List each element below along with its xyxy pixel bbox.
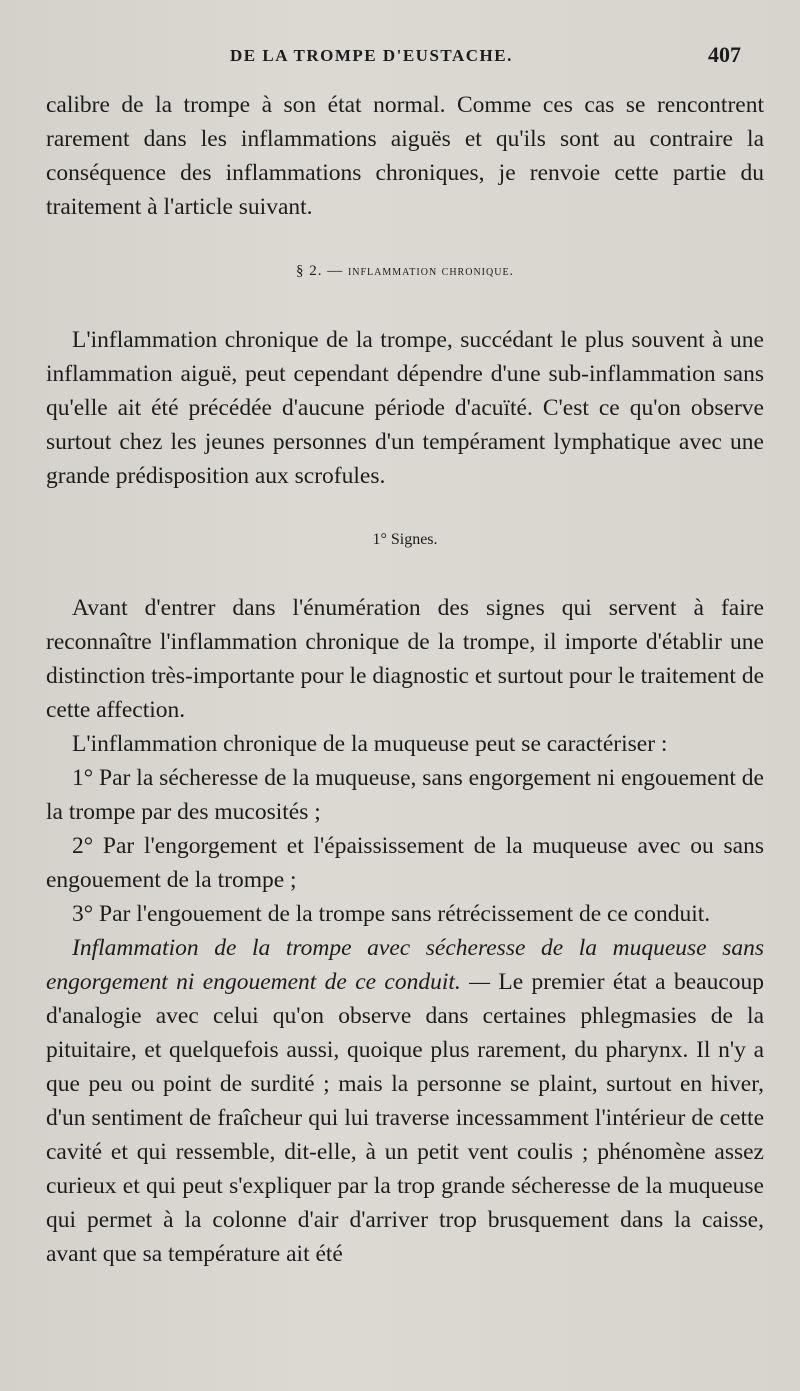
- list-item-1: 1° Par la sécheresse de la muqueuse, sans engorgement ni engouement de la trompe par des mucosités ;: [46, 765, 764, 825]
- section-number: § 2. —: [295, 263, 344, 279]
- page-number: 407: [708, 42, 741, 67]
- paragraph-secheresse-text: Le premier état a beaucoup d'analogie avec celui qu'on observe dans certaines phlegmasies de la pituitaire, et quelquefois aussi, quoique plus rarement, du pharynx. Il n'y a que peu ou point de surdité ; mais la personne se plaint, surtout en hiver, d'un sentiment de fraîcheur qui lui traverse incessamment l'intérieur de cette cavité et qui ressemble, dit-elle, à un petit vent coulis ; phénomène assez curieux et qui peut s'expliquer par la trop grande sécheresse de la muqueuse qui permet à la colonne d'air d'arriver trop brusquement dans la caisse, avant que sa température ait été: [46, 969, 764, 1267]
- subheading-signes: 1° Signes.: [372, 531, 438, 548]
- section-heading: [46, 254, 764, 289]
- list-item-2: 2° Par l'engorgement et l'épaississement de la muqueuse avec ou sans engouement de la trompe ;: [46, 833, 764, 893]
- section-title: inflammation chronique.: [347, 264, 515, 279]
- running-title: DE LA TROMPE D'EUSTACHE.: [230, 46, 513, 65]
- paragraph-continuation: calibre de la trompe à son état normal. Comme ces cas se rencontrent rarement dans les inflammations aiguës et qu'ils sont au contraire la conséquence des inflammations chroniques, je renvoie cette partie du traitement à l'article suivant.: [46, 92, 764, 220]
- body-text: [46, 88, 764, 1271]
- list-item-3: 3° Par l'engouement de la trompe sans rétrécissement de ce conduit.: [72, 901, 711, 927]
- page-header: [0, 42, 800, 76]
- paragraph-caracteriser: L'inflammation chronique de la muqueuse peut se caractériser :: [72, 731, 668, 757]
- paragraph-secheresse-title: Inflammation de la trompe avec sécheresse de la muqueuse sans engorgement ni engouement de ce conduit. —: [46, 935, 764, 995]
- paragraph-distinction: Avant d'entrer dans l'énumération des signes qui servent à faire reconnaître l'inflammation chronique de la trompe, il importe d'établir une distinction très-importante pour le diagnostic et surtout pour le traitement de cette affection.: [46, 595, 764, 723]
- paragraph-secheresse: [46, 931, 764, 1271]
- paragraph-intro: L'inflammation chronique de la trompe, succédant le plus souvent à une inflammation aiguë, peut cependant dépendre d'une sub-inflammation sans qu'elle ait été précédée d'aucune période d'acuïté. C'est ce qu'on observe surtout chez les jeunes personnes d'un tempérament lymphatique avec une grande prédisposition aux scrofules.: [46, 327, 764, 489]
